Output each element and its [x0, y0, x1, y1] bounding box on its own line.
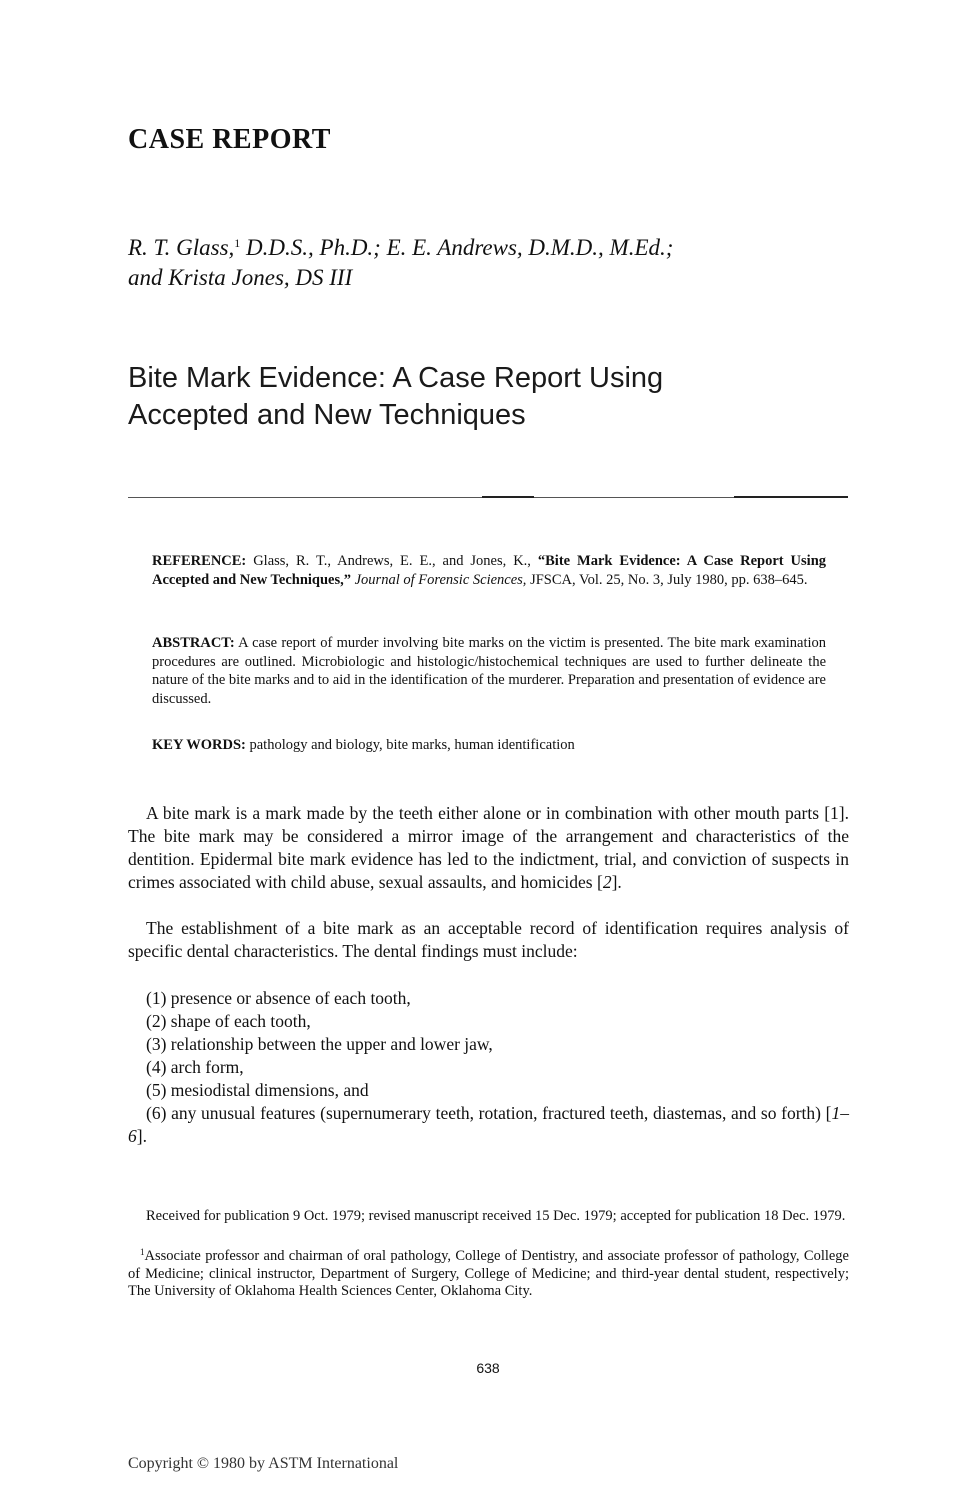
author-line-1-part-a: R. T. Glass,: [128, 235, 235, 260]
section-label: CASE REPORT: [128, 124, 331, 155]
citation-1-6: 1–6: [128, 1103, 849, 1146]
reference-citation: [152, 552, 826, 589]
title-divider-accent-2: [734, 496, 848, 498]
list-item: (5) mesiodistal dimensions, and: [146, 1080, 369, 1100]
body-paragraph-1-text: A bite mark is a mark made by the teeth either alone or in combination with other mouth parts [1]. The bite mark may be considered a mirror image of the arrangement and characteristics of the dentition. Epidermal bite mark evidence has led to the indictment, trial, and conviction of suspects in crimes associated with child abuse, sexual assaults, and homicides [: [128, 803, 849, 892]
reference-authors: Glass, R. T., Andrews, E. E., and Jones, K.,: [246, 553, 538, 569]
list-item: (1) presence or absence of each tooth,: [146, 988, 411, 1008]
list-item: (4) arch form,: [146, 1057, 244, 1077]
reference-details: JFSCA, Vol. 25, No. 3, July 1980, pp. 638–645.: [526, 571, 808, 588]
copyright-notice: Copyright © 1980 by ASTM International: [128, 1455, 399, 1472]
body-paragraph-1-end: ].: [611, 872, 622, 892]
keywords-text: pathology and biology, bite marks, human identification: [245, 737, 575, 753]
reference-article-title: “Bite Mark Evidence: A Case Report Using Accepted and New Techniques,”: [152, 553, 827, 588]
list-item: (2) shape of each tooth,: [146, 1011, 311, 1031]
list-item-6-text: (6) any unusual features (supernumerary teeth, rotation, fractured teeth, diastemas, and so forth) [: [146, 1103, 832, 1123]
title-line-1: Bite Mark Evidence: A Case Report Using: [128, 362, 664, 394]
keywords: [152, 736, 826, 755]
reference-lead: REFERENCE:: [152, 553, 247, 569]
list-item-6-end: ].: [136, 1126, 147, 1146]
reference-journal: Journal of Forensic Sciences,: [351, 571, 527, 588]
abstract-text: A case report of murder involving bite marks on the victim is presented. The bite mark examination procedures are outlined. Microbiologic and histologic/histochemical techniques are used to further delineate the nature of the bite marks and to aid in the identification of the murderer. Preparation and presentation of evidence are discussed.: [152, 635, 826, 707]
received-note: Received for publication 9 Oct. 1979; revised manuscript received 15 Dec. 1979; accepted for publication 18 Dec. 1979.: [146, 1208, 846, 1224]
keywords-lead: KEY WORDS:: [152, 737, 246, 753]
affiliation-text: Associate professor and chairman of oral pathology, College of Dentistry, and associate professor of pathology, College of Medicine; clinical instructor, Department of Surgery, College of Medicine; and third-year dental student, respectively; The University of Oklahoma Health Sciences Center, Oklahoma City.: [128, 1248, 849, 1299]
abstract-lead: ABSTRACT:: [152, 635, 235, 651]
list-item: (3) relationship between the upper and lower jaw,: [146, 1034, 493, 1054]
abstract: [152, 634, 826, 708]
affiliation-footnote: [128, 1244, 849, 1301]
page-number: 638: [476, 1360, 500, 1376]
dental-findings-list: [128, 987, 849, 1148]
citation-2: 2: [602, 872, 612, 892]
list-item: [128, 1102, 849, 1148]
body-paragraph-1: [128, 802, 849, 894]
affiliation-mark: 1: [140, 1247, 145, 1257]
author-line-2: and Krista Jones, DS III: [128, 265, 353, 290]
title-line-2: Accepted and New Techniques: [128, 399, 526, 431]
article-title: [128, 360, 848, 434]
author-line-1-part-b: D.D.S., Ph.D.; E. E. Andrews, D.M.D., M.Ed.;: [240, 235, 674, 260]
author-list: [128, 228, 848, 293]
body-paragraph-2: The establishment of a bite mark as an acceptable record of identification requires analysis of specific dental characteristics. The dental findings must include:: [128, 918, 849, 961]
title-divider-accent-1: [482, 496, 534, 498]
author-footnote-mark: 1: [234, 236, 241, 250]
